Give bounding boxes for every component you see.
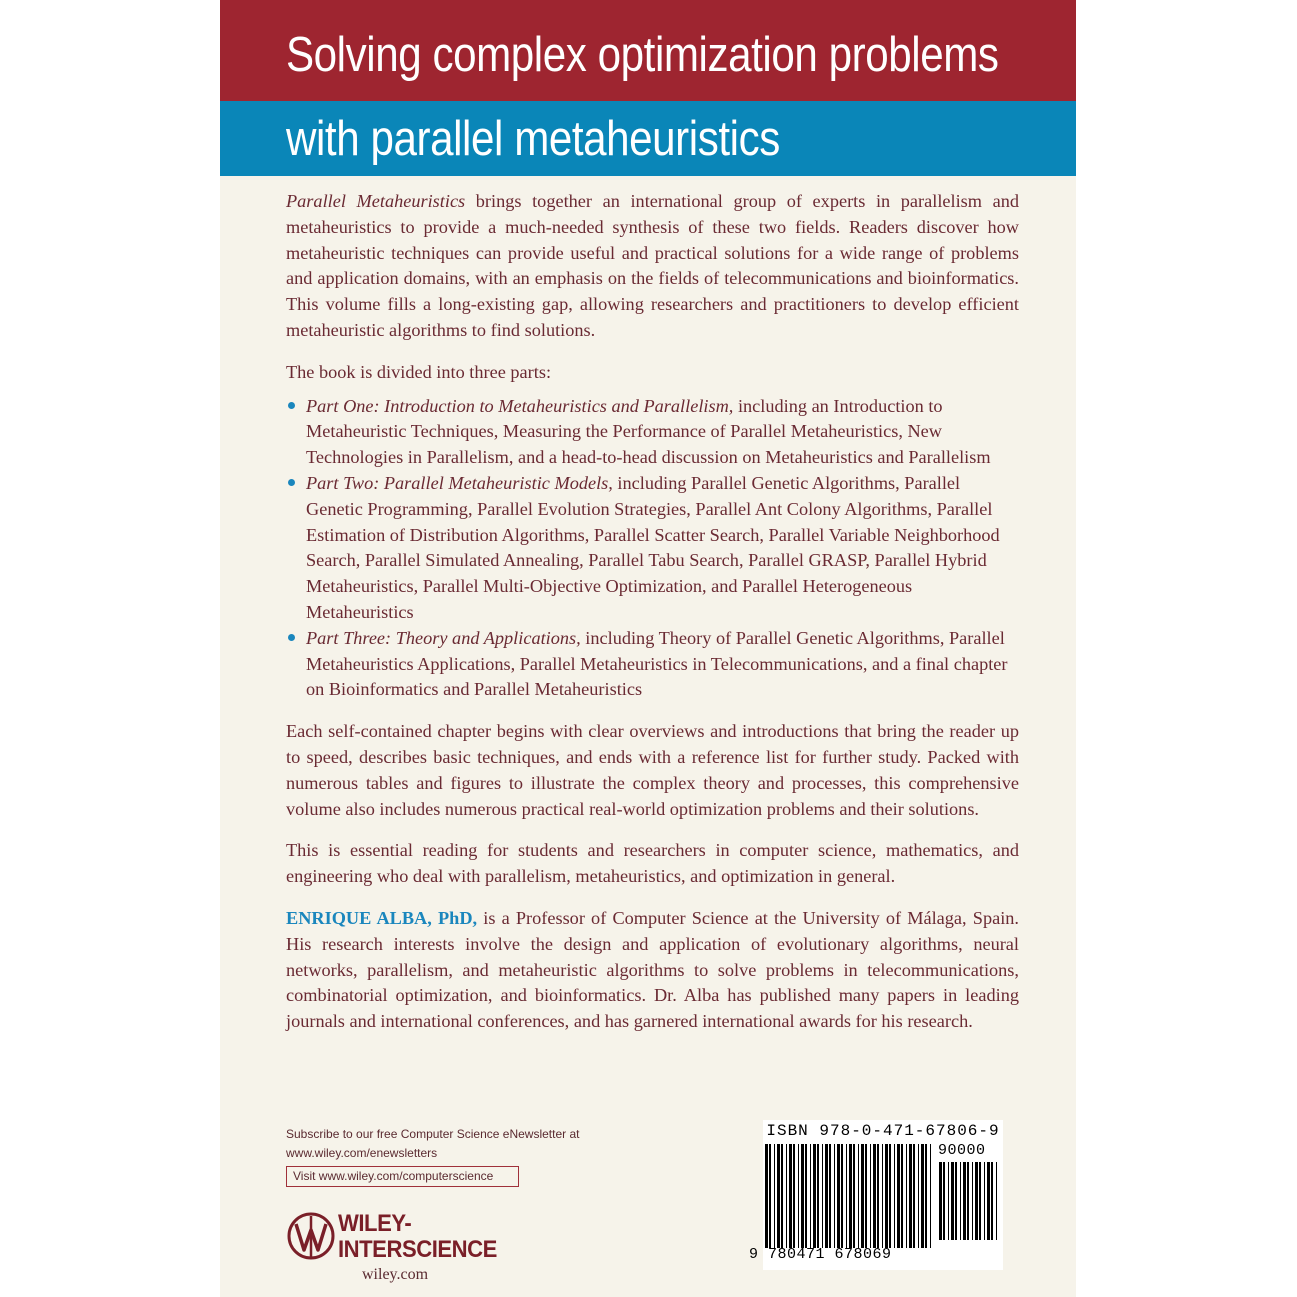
part-text: including an Introduction to Metaheuristic Techniques, Measuring the Performance of Parallel Metaheuristics, New Technologies in Parallelism, and a head-to-head discussion on Metaheuristics and Parallelism — [306, 395, 991, 468]
barcode-bar — [793, 1144, 795, 1248]
barcode-bar — [930, 1144, 931, 1248]
title-line-2: with parallel metaheuristics — [286, 112, 780, 166]
barcode-bar — [870, 1144, 871, 1248]
barcode-bar — [901, 1144, 903, 1248]
barcode-bar — [955, 1162, 957, 1240]
barcode-bar — [948, 1162, 949, 1240]
list-item — [286, 626, 1019, 703]
barcode-bar — [987, 1162, 990, 1240]
wiley-seal-icon — [286, 1208, 336, 1264]
logo-word-wiley: WILEY- — [338, 1210, 412, 1237]
barcode-bar — [786, 1144, 787, 1248]
barcode-bar — [865, 1144, 867, 1248]
part-title: Part One: Introduction to Metaheuristics and Parallelism, — [306, 395, 734, 416]
barcode-bar — [858, 1144, 859, 1248]
barcode-bar — [894, 1144, 895, 1248]
author-bio: is a Professor of Computer Science at the University of Málaga, Spain. His research interests involve the design and application of evolutionary algorithms, neural networks, parallelism, and metaheuristic algorithms to solve problems in telecommunications, combinatorial optimization, and bioinformatics. Dr. Alba has published many papers in leading journals and international conferences, and has garnered international awards for his research. — [286, 907, 1019, 1032]
list-item — [286, 471, 1019, 626]
barcode-bar — [846, 1144, 847, 1248]
intro-paragraph — [286, 189, 1019, 344]
barcode-bar — [939, 1162, 942, 1240]
list-item — [286, 394, 1019, 471]
barcode-bar — [921, 1144, 924, 1248]
book-back-cover — [220, 0, 1076, 1297]
barcode-bar — [877, 1144, 879, 1248]
barcode-bar — [774, 1144, 775, 1248]
barcode-main-icon — [765, 1144, 935, 1248]
title-line-1: Solving complex optimization problems — [286, 28, 999, 82]
barcode-bar — [765, 1144, 768, 1248]
barcode-bar — [801, 1144, 804, 1248]
barcode-bar — [829, 1144, 831, 1248]
barcode-bar — [769, 1144, 771, 1248]
barcode-bar — [781, 1144, 783, 1248]
barcode-bar — [975, 1162, 978, 1240]
barcode-digits: 9 780471 678069 — [749, 1246, 892, 1263]
barcode-bar — [897, 1144, 900, 1248]
barcode-bar — [913, 1144, 915, 1248]
barcode-bar — [789, 1144, 792, 1248]
barcode-bar — [996, 1162, 997, 1240]
author-paragraph — [286, 906, 1019, 1035]
barcode-bar — [885, 1144, 888, 1248]
barcode-bar — [861, 1144, 864, 1248]
intro-italic-lead: Parallel Metaheuristics — [286, 191, 466, 211]
bullet-icon — [288, 479, 295, 486]
bullet-icon — [288, 402, 295, 409]
title-band-bottom — [220, 101, 1076, 176]
barcode-bar — [918, 1144, 919, 1248]
logo-word-interscience: INTERSCIENCE — [338, 1236, 497, 1263]
title-band-top — [220, 0, 1076, 101]
barcode-bar — [967, 1162, 969, 1240]
blurb-body — [286, 189, 1019, 1035]
barcode-bar — [984, 1162, 985, 1240]
barcode-bar — [963, 1162, 966, 1240]
barcode-bar — [991, 1162, 993, 1240]
barcode-addon-icon — [939, 1162, 1001, 1240]
barcode-bar — [882, 1144, 883, 1248]
barcode-bar — [841, 1144, 843, 1248]
barcode-bar — [889, 1144, 891, 1248]
barcode-bar — [951, 1162, 954, 1240]
barcode-bar — [817, 1144, 819, 1248]
barcode-bar — [813, 1144, 816, 1248]
newsletter-note — [286, 1125, 579, 1163]
barcode-addon-digits: 90000 — [938, 1142, 986, 1159]
wiley-interscience-logo — [286, 1208, 526, 1288]
barcode-bar — [777, 1144, 780, 1248]
barcode-bar — [925, 1144, 927, 1248]
publisher-url[interactable]: wiley.com — [362, 1266, 429, 1283]
barcode-bar — [853, 1144, 855, 1248]
barcode-bar — [837, 1144, 840, 1248]
visit-link-box[interactable]: Visit www.wiley.com/computerscience — [286, 1166, 519, 1187]
barcode-bar — [873, 1144, 876, 1248]
chapter-paragraph: Each self-contained chapter begins with clear overviews and introductions that bring the reader up to speed, describes basic techniques, and ends with a reference list for further study. Packed with numerous tables and figures to illustrate the complex theory and processes, this comprehensive volume also includes numerous practical real-world optimization problems and their solutions. — [286, 721, 1019, 819]
barcode-bar — [822, 1144, 823, 1248]
author-name: ENRIQUE ALBA, PhD, — [286, 907, 478, 928]
intro-text: brings together an international group of experts in parallelism and metaheuristics to provide a much-needed synthesis of these two fields. Readers discover how metaheuristic techniques can provide useful and practical solutions for a wide range of problems and application domains, with an emphasis on the fields of telecommunications and bioinformatics. This volume fills a long-existing gap, allowing researchers and practitioners to develop efficient metaheuristic algorithms to find solutions. — [286, 191, 1020, 340]
part-title: Part Two: Parallel Metaheuristic Models, — [306, 472, 613, 493]
isbn-barcode — [749, 1120, 1003, 1270]
bullet-icon — [288, 634, 295, 641]
barcode-bar — [943, 1162, 945, 1240]
barcode-bar — [798, 1144, 799, 1248]
barcode-bar — [979, 1162, 981, 1240]
parts-list — [286, 394, 1019, 704]
barcode-bar — [849, 1144, 852, 1248]
newsletter-line-1: Subscribe to our free Computer Science eNewsletter at — [286, 1127, 580, 1141]
barcode-bar — [972, 1162, 973, 1240]
part-text: including Parallel Genetic Algorithms, Parallel Genetic Programming, Parallel Evolution Strategies, Parallel Ant Colony Algorithms, Parallel Estimation of Distribution Algorithms, Parallel Scatter Search, Parallel Variable Neighborhood Search, Parallel Simulated Annealing, Parallel Tabu Search, Parallel GRASP, Parallel Hybrid Metaheuristics, Parallel Multi-Objective Optimization, and Parallel Heterogeneous Metaheuristics — [306, 472, 1000, 622]
barcode-bar — [825, 1144, 828, 1248]
newsletter-link[interactable]: www.wiley.com/enewsletters — [286, 1146, 438, 1160]
barcode-bar — [906, 1144, 907, 1248]
barcode-bar — [805, 1144, 807, 1248]
barcode-bar — [960, 1162, 961, 1240]
barcode-bar — [810, 1144, 811, 1248]
parts-intro: The book is divided into three parts: — [286, 361, 552, 382]
barcode-bar — [909, 1144, 912, 1248]
part-title: Part Three: Theory and Applications, — [306, 627, 581, 648]
audience-paragraph: This is essential reading for students and researchers in computer science, mathematics, and engineering who deal with parallelism, metaheuristics, and optimization in general. — [286, 840, 1019, 887]
isbn-label: ISBN 978-0-471-67806-9 — [766, 1122, 1000, 1140]
part-text: including Theory of Parallel Genetic Algorithms, Parallel Metaheuristics Applications, Parallel Metaheuristics in Telecommunications, and a final chapter on Bioinformatics and Parallel Metaheuristics — [306, 627, 1008, 700]
barcode-bar — [834, 1144, 835, 1248]
